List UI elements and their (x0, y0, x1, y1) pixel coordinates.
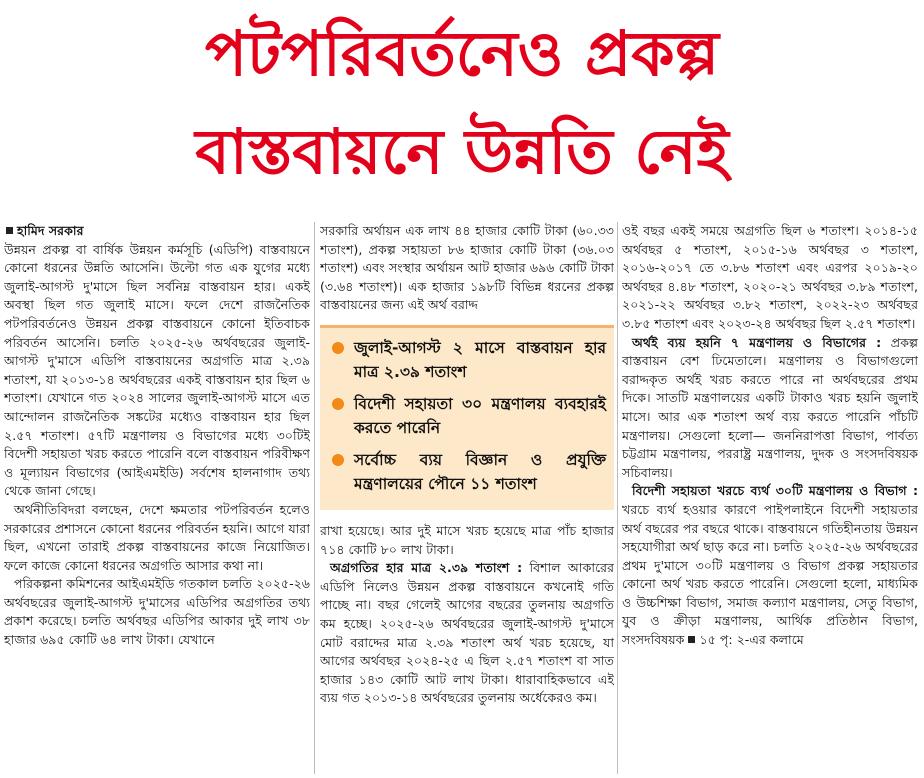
paragraph (320, 559, 614, 708)
subheading: অগ্রগতির হার মাত্র ২.৩৯ শতাংশ : (330, 560, 523, 576)
orange-bullet-icon (332, 454, 344, 466)
paragraph-body: বিশাল আকারের এডিপি নিলেও উন্নয়ন প্রকল্প বাস্তবায়নে কখনোই গতি পাচ্ছে না। বছর গেলেই আগের বছরের তুলনায় অগ্রগতি কম হচ্ছে। ২০২৫-২৬ অর্থবছরের জুলাই-আগস্ট দু'মাসে মোট বরাদ্দের মাত্র ২.৩৯ শতাংশ অর্থ খরচ হয়েছে, যা আগের অর্থবছর ২০২৪-২৫ এ ছিল ২.৫৭ শতাংশ বা সাত হাজার ১৪৩ কোটি আট লাখ টাকা। ধারাবাহিকভাবে এই ব্যয় গত ২০১৩-১৪ অর্থবছরের তুলনায় অর্ধেকেরও কম। (320, 560, 614, 706)
highlight-box (320, 325, 614, 510)
article-column-3 (622, 222, 918, 774)
square-bullet-icon (688, 636, 695, 643)
headline-line-2: বাস্তবায়নে উন্নতি নেই (195, 115, 729, 188)
highlight-text: বিদেশী সহায়তা ৩০ মন্ত্রণালয় ব্যবহারই করতে পারেনি (354, 394, 606, 437)
orange-bullet-icon (332, 342, 344, 354)
highlight-item (328, 448, 606, 496)
paragraph: পরিকল্পনা কমিশনের আইএমইডি গতকাল চলতি ২০২৫-২৬ অর্থবছরের জুলাই-আগস্ট দু'মাসের এডিপির অগ্রগতির তথ্য প্রকাশ করেছে। চলতি অর্থবছর এডিপির আকার দুই লাখ ৩৮ হাজার ৬৯৫ কোটি ৬৪ লাখ টাকা। যেখানে (4, 576, 310, 648)
highlight-text: জুলাই-আগস্ট ২ মাসে বাস্তবায়ন হার মাত্র ২.৩৯ শতাংশ (354, 338, 606, 381)
paragraph: উন্নয়ন প্রকল্প বা বার্ষিক উন্নয়ন কর্মসূচি (এডিপি) বাস্তবায়নে কোনো ধরনের উন্নতি আসেনি। উল্টো গত এক যুগের মধ্যে জুলাই-আগস্ট দু'মাসে ছিল সর্বনিম্ন বাস্তবায়ন হার। একই অবস্থা ছিল গত জুলাই মাসে। ফলে দেশে রাজনৈতিক পটপরিবর্তনেও উন্নয়ন প্রকল্প বাস্তবায়নে কোনো ইতিবাচক পরিবর্তন আসেনি। চলতি ২০২৫-২৬ অর্থবছরের জুলাই-আগস্ট দু'মাসে এডিপি বাস্তবায়নের অগ্রগতি মাত্র ২.৩৯ শতাংশ, যা ২০১৩-১৪ অর্থবছরের একই বাস্তবায়ন হার ছিল ৬ শতাংশ। যেখানে গত ২০২৪ সালের জুলাই-আগস্ট মাসে এত আন্দোলন রাজনৈতিক সঙ্কটের মধ্যেও বাস্তবায়ন হার ছিল ২.৫৭ শতাংশ। ৫৭টি মন্ত্রণালয় ও বিভাগের মধ্যে ৩০টিই বিদেশী সহায়তা খরচ করতে পারেনি বলে বাস্তবায়ন পরিবীক্ষণ ও মূল্যায়ন বিভাগের (আইএমইডি) সর্বশেষ হালনাগাদ তথ্য থেকে জানা গেছে। (4, 241, 310, 499)
orange-bullet-icon (332, 398, 344, 410)
highlight-item (328, 336, 606, 384)
paragraph: সরকারি অর্থায়ন এক লাখ ৪৪ হাজার কোটি টাকা (৬০.৩৩ শতাংশ), প্রকল্প সহায়তা ৮৬ হাজার কোটি টাকা (৩৬.০৩ শতাংশ) এবং সংস্থার অর্থায়ন আট হাজার ৬৯৬ কোটি টাকা (৩.৬৪ শতাংশ)। এক হাজার ১৯৮টি বিভিন্ন ধরনের প্রকল্প বাস্তবায়নের জন্য এই অর্থ বরাদ্দ (320, 223, 614, 313)
column-divider (314, 222, 315, 774)
subheading: বিদেশী সহায়তা খরচে ব্যর্থ ৩০টি মন্ত্রণালয় ও বিভাগ : (632, 483, 918, 499)
headline-line-1: পটপরিবর্তনেও প্রকল্প (205, 17, 719, 90)
article-column-1 (4, 222, 310, 774)
article-column-2 (320, 222, 614, 774)
continued-reference: ১৫ পৃ: ২-এর কলামে (699, 632, 804, 648)
author-name: হামিদ সরকার (17, 223, 84, 238)
square-bullet-icon (6, 227, 13, 234)
highlight-text: সর্বোচ্চ ব্যয় বিজ্ঞান ও প্রযুক্তি মন্ত্রণালয়ের পৌনে ১১ শতাংশ (354, 450, 606, 493)
highlight-item (328, 392, 606, 440)
paragraph-body: খরচে ব্যর্থ হওয়ার কারণে পাইপলাইনে বিদেশী সহায়তার অর্থ বছরের পর বছরে থাকে। বাস্তবায়নে গতিহীনতায় উন্নয়ন সহযোগীরা অর্থ ছাড় করে না। চলতি ২০২৫-২৬ অর্থবছরের প্রথম দু'মাসে ৩০টি মন্ত্রণালয় ও বিভাগ প্রকল্প সহায়তার কোনো অর্থ খরচ করতে পারেনি। সেগুলো হলো, মাধ্যমিক ও উচ্চশিক্ষা বিভাগ, সমাজ কল্যাণ মন্ত্রণালয়, সেতু বিভাগ, যুব ও ক্রীড়া মন্ত্রণালয়, আর্থিক প্রতিষ্ঠান বিভাগ, সংসদবিষয়ক (622, 501, 918, 648)
paragraph (622, 334, 918, 483)
column-divider (617, 222, 618, 774)
paragraph: ওই বছর একই সময়ে অগ্রগতি ছিল ৬ শতাংশ। ২০১৪-১৫ অর্থবছর ৫ শতাংশ, ২০১৫-১৬ অর্থবছর ৩ শতাংশ, ২০১৬-২০১৭ তে ৩.৮৬ শতাংশ এবং এরপর ২০১৯-২০ অর্থবছর ৪.৪৮ শতাংশ, ২০২০-২১ অর্থবছর ৩.৮৯ শতাংশ, ২০২১-২২ অর্থবছর ৩.৮২ শতাংশ, ২০২২-২৩ অর্থবছর ৩.৮৫ শতাংশ এবং ২০২৩-২৪ অর্থবছর ছিল ২.৫৭ শতাংশ। (622, 223, 918, 331)
paragraph (622, 482, 918, 649)
paragraph-body: প্রকল্প বাস্তবায়ন বেশ ঢিমেতালে। মন্ত্রণালয় ও বিভাগগুলো বরাদ্দকৃত অর্থই খরচ করতে পারে না অর্থবছরের প্রথম দিকে। সাতটি মন্ত্রণালয়ের একটি টাকাও খরচ হয়নি জুলাই মাসে। আর এক শতাংশ অর্থ ব্যয় করতে পারেনি পাঁচটি মন্ত্রণালয়। সেগুলো হলো— জননিরাপত্তা বিভাগ, পার্বত্য চট্টগ্রাম মন্ত্রণালয়, পররাষ্ট্র মন্ত্রণালয়, দুদক ও সংসদবিষয়ক সচিবালয়। (622, 334, 918, 480)
subheading: অর্থই ব্যয় হয়নি ৭ মন্ত্রণালয় ও বিভাগের : (632, 334, 882, 350)
paragraph: রাখা হয়েছে। আর দুই মাসে খরচ হয়েছে মাত্র পাঁচ হাজার ৭১৪ কোটি ৮০ লাখ টাকা। (320, 522, 614, 557)
byline (4, 222, 310, 241)
paragraph: অর্থনীতিবিদরা বলছেন, দেশে ক্ষমতার পটপরিবর্তন হলেও সরকারের প্রশাসনে কোনো ধরনের পরিবর্তন হয়নি। আগে যারা ছিল, এখনো তারাই প্রকল্প বাস্তবায়নের কাজে নিয়োজিত। ফলে কাজে কোনো ধরনের অগ্রগতি আসার কথা না। (4, 501, 310, 573)
